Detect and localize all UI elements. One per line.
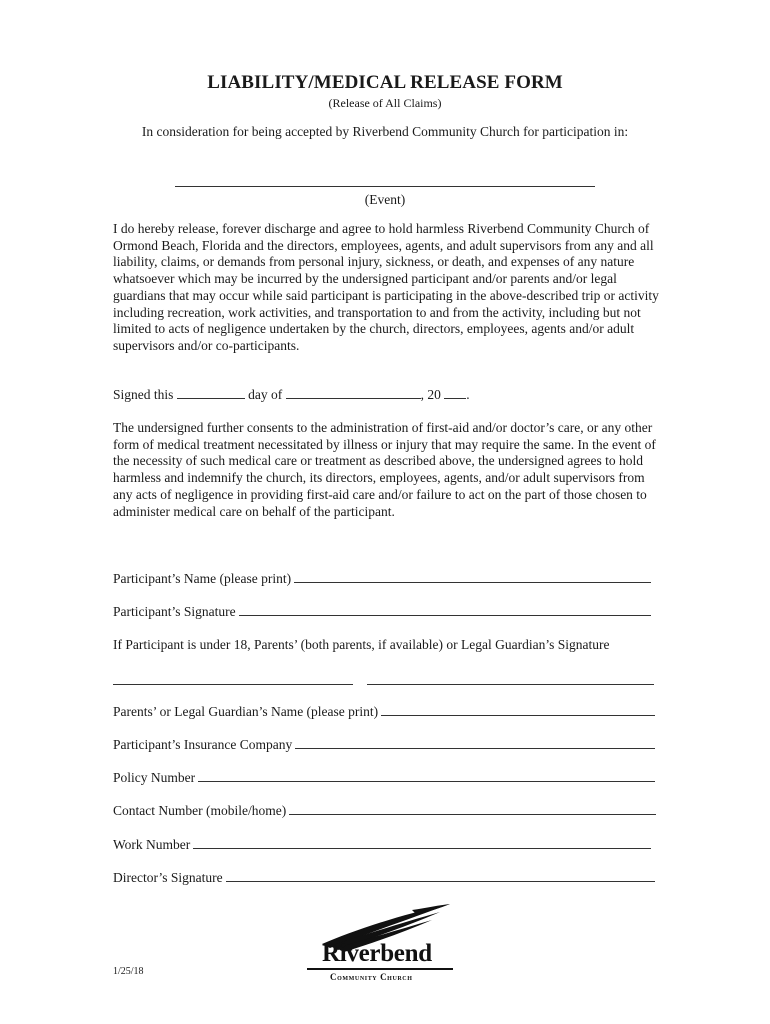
contact-number-field [113, 803, 656, 819]
policy-number-line[interactable] [198, 780, 655, 782]
participant-name-label: Participant’s Name (please print) [113, 571, 292, 586]
signed-day-blank[interactable] [177, 387, 245, 399]
signed-month-blank[interactable] [286, 387, 421, 399]
director-signature-field [113, 870, 655, 886]
policy-number-field [113, 770, 655, 786]
participant-signature-label: Participant’s Signature [113, 604, 236, 619]
director-signature-line[interactable] [226, 880, 655, 882]
logo-divider [307, 968, 453, 970]
policy-number-label: Policy Number [113, 770, 196, 785]
guardian-signature-line-1[interactable] [113, 684, 353, 685]
insurance-company-line[interactable] [295, 747, 655, 749]
guardian-name-field [113, 704, 655, 720]
participant-signature-field [113, 604, 651, 620]
logo-wordmark: Riverbend [322, 940, 432, 967]
work-number-line[interactable] [193, 847, 651, 849]
guardian-name-line[interactable] [381, 714, 655, 716]
guardian-name-label: Parents’ or Legal Guardian’s Name (please print) [113, 704, 379, 719]
intro-text: In consideration for being accepted by Riverbend Community Church for participation in: [141, 124, 629, 139]
participant-name-field [113, 571, 651, 587]
form-title: LIABILITY/MEDICAL RELEASE FORM [207, 72, 563, 93]
participant-signature-line[interactable] [239, 614, 651, 616]
guardian-signature-note: If Participant is under 18, Parents’ (both parents, if available) or Legal Guardian’s Signature [113, 637, 610, 652]
signed-year-prefix: , 20 [420, 387, 441, 402]
medical-consent-paragraph: The undersigned further consents to the administration of first-aid and/or doctor’s care, or any other form of medical treatment necessitated by illness or injury that may require the same. In the event of the necessity of such medical care or treatment as described above, the undersigned agrees to hold harmless and indemnify the church, its directors, employees, agents, and/or adult supervisors from any acts of negligence in providing first-aid care and/or failure to act on the part of those chosen to administer medical care on behalf of the participant. [113, 420, 656, 519]
insurance-company-label: Participant’s Insurance Company [113, 737, 293, 752]
contact-number-line[interactable] [289, 813, 656, 815]
director-signature-label: Director’s Signature [113, 870, 223, 885]
event-blank-line[interactable] [175, 186, 595, 187]
participant-name-line[interactable] [294, 581, 651, 583]
logo-subtitle: Community Church [330, 972, 413, 982]
release-paragraph: I do hereby release, forever discharge and agree to hold harmless Riverbend Community Church of Ormond Beach, Florida and the directors, employees, agents, and adult supervisors from any and all liability, claims, or demands from personal injury, sickness, or death, and expenses of any nature whatsoever which may be incurred by the undersigned participant and/or parents and/or legal guardians that may occur while said participant is participating in the above-described trip or activity including recreation, work activities, and transportation to and from the activity, including but not limited to acts of negligence undertaken by the church, directors, employees, agents and/or adult supervisors and/or co-participants. [113, 221, 659, 353]
insurance-company-field [113, 737, 655, 753]
signed-suffix: . [466, 387, 470, 402]
work-number-label: Work Number [113, 837, 191, 852]
guardian-signature-line-2[interactable] [367, 684, 654, 685]
form-subtitle: (Release of All Claims) [328, 96, 442, 110]
signed-day-of: day of [248, 387, 283, 402]
footer-date: 1/25/18 [113, 966, 144, 977]
signed-prefix: Signed this [113, 387, 174, 402]
event-label: (Event) [364, 192, 406, 207]
signed-year-blank[interactable] [444, 387, 466, 399]
contact-number-label: Contact Number (mobile/home) [113, 803, 287, 818]
work-number-field [113, 837, 651, 853]
signed-date-line [113, 387, 470, 403]
